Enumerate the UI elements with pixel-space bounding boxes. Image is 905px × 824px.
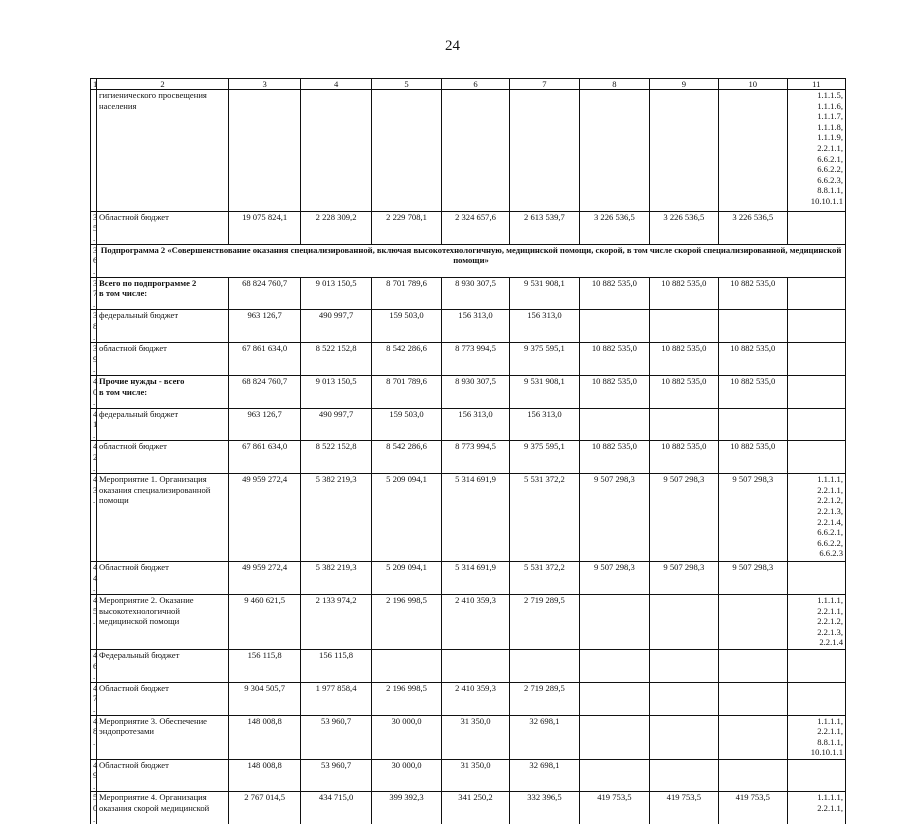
row-number: 41. xyxy=(91,408,97,441)
value-cell: 9 507 298,3 xyxy=(649,474,718,562)
row-name: областной бюджет xyxy=(97,343,229,376)
value-cell: 31 350,0 xyxy=(442,715,509,759)
value-cell: 9 013 150,5 xyxy=(301,375,371,408)
value-cell: 49 959 272,4 xyxy=(228,562,300,595)
row-number: 46. xyxy=(91,650,97,683)
value-cell xyxy=(719,408,787,441)
row-number: 40. xyxy=(91,375,97,408)
value-cell: 9 531 908,1 xyxy=(509,277,579,310)
value-cell: 31 350,0 xyxy=(442,759,509,792)
value-cell: 9 507 298,3 xyxy=(719,474,787,562)
indicator-codes: 1.1.1.1, 2.2.1.1, 8.8.1.1, 10.10.1.1 xyxy=(787,715,845,759)
value-cell xyxy=(719,310,787,343)
value-cell xyxy=(509,650,579,683)
value-cell: 53 960,7 xyxy=(301,759,371,792)
value-cell: 963 126,7 xyxy=(228,408,300,441)
indicator-codes: 1.1.1.1, 2.2.1.1, 2.2.1.2, 2.2.1.3, 2.2.1.4, 6.6.2.1, 6.6.2.2, 6.6.2.3 xyxy=(787,474,845,562)
value-cell: 159 503,0 xyxy=(371,310,441,343)
column-header: 10 xyxy=(719,79,787,90)
indicator-codes xyxy=(787,441,845,474)
value-cell: 156 313,0 xyxy=(509,310,579,343)
value-cell: 9 507 298,3 xyxy=(580,562,649,595)
value-cell: 5 209 094,1 xyxy=(371,562,441,595)
value-cell: 2 767 014,5 xyxy=(228,792,300,824)
column-header: 8 xyxy=(580,79,649,90)
row-number: 44. xyxy=(91,562,97,595)
table-row xyxy=(91,343,846,376)
value-cell: 9 013 150,5 xyxy=(301,277,371,310)
value-cell: 9 375 595,1 xyxy=(509,343,579,376)
table-row xyxy=(91,650,846,683)
column-header: 7 xyxy=(509,79,579,90)
indicator-codes xyxy=(787,212,845,245)
indicator-codes xyxy=(787,343,845,376)
value-cell xyxy=(580,650,649,683)
value-cell: 156 313,0 xyxy=(442,408,509,441)
value-cell: 2 196 998,5 xyxy=(371,682,441,715)
table-row xyxy=(91,375,846,408)
value-cell: 5 209 094,1 xyxy=(371,474,441,562)
value-cell: 148 008,8 xyxy=(228,715,300,759)
row-name: Областной бюджет xyxy=(97,562,229,595)
row-number: 48. xyxy=(91,715,97,759)
column-header: 11 xyxy=(787,79,845,90)
indicator-codes xyxy=(787,759,845,792)
value-cell: 963 126,7 xyxy=(228,310,300,343)
row-number: 37. xyxy=(91,277,97,310)
value-cell xyxy=(649,310,718,343)
table-row xyxy=(91,277,846,310)
value-cell: 9 507 298,3 xyxy=(580,474,649,562)
value-cell xyxy=(649,90,718,212)
value-cell: 3 226 536,5 xyxy=(580,212,649,245)
row-name: Всего по подпрограмме 2 в том числе: xyxy=(97,277,229,310)
value-cell: 10 882 535,0 xyxy=(649,441,718,474)
value-cell xyxy=(649,408,718,441)
value-cell xyxy=(371,650,441,683)
value-cell: 419 753,5 xyxy=(649,792,718,824)
value-cell xyxy=(649,715,718,759)
value-cell: 19 075 824,1 xyxy=(228,212,300,245)
value-cell xyxy=(371,90,441,212)
value-cell: 1 977 858,4 xyxy=(301,682,371,715)
row-name: Прочие нужды - всего в том числе: xyxy=(97,375,229,408)
table-row xyxy=(91,792,846,824)
value-cell xyxy=(580,90,649,212)
value-cell xyxy=(580,408,649,441)
indicator-codes xyxy=(787,408,845,441)
row-number: 42. xyxy=(91,441,97,474)
value-cell: 32 698,1 xyxy=(509,715,579,759)
value-cell: 5 314 691,9 xyxy=(442,474,509,562)
indicator-codes xyxy=(787,375,845,408)
value-cell: 434 715,0 xyxy=(301,792,371,824)
indicator-codes xyxy=(787,682,845,715)
table-row xyxy=(91,310,846,343)
value-cell: 10 882 535,0 xyxy=(580,375,649,408)
page-number: 24 xyxy=(445,38,460,54)
value-cell: 490 997,7 xyxy=(301,408,371,441)
value-cell xyxy=(719,759,787,792)
column-header: 5 xyxy=(371,79,441,90)
value-cell: 2 196 998,5 xyxy=(371,595,441,650)
value-cell: 8 930 307,5 xyxy=(442,375,509,408)
value-cell: 8 522 152,8 xyxy=(301,441,371,474)
row-name: Областной бюджет xyxy=(97,682,229,715)
value-cell: 148 008,8 xyxy=(228,759,300,792)
table-row xyxy=(91,759,846,792)
value-cell xyxy=(719,715,787,759)
value-cell: 67 861 634,0 xyxy=(228,441,300,474)
value-cell: 2 410 359,3 xyxy=(442,682,509,715)
value-cell: 10 882 535,0 xyxy=(580,343,649,376)
row-name: Областной бюджет xyxy=(97,759,229,792)
value-cell: 2 410 359,3 xyxy=(442,595,509,650)
value-cell xyxy=(228,90,300,212)
value-cell: 2 719 289,5 xyxy=(509,595,579,650)
value-cell: 53 960,7 xyxy=(301,715,371,759)
value-cell xyxy=(580,759,649,792)
table-row xyxy=(91,408,846,441)
table-row xyxy=(91,212,846,245)
value-cell: 10 882 535,0 xyxy=(580,277,649,310)
column-header: 9 xyxy=(649,79,718,90)
value-cell: 3 226 536,5 xyxy=(719,212,787,245)
subprogram-row xyxy=(91,244,846,277)
row-name: Мероприятие 3. Обеспечение эндопротезами xyxy=(97,715,229,759)
value-cell: 10 882 535,0 xyxy=(719,441,787,474)
value-cell: 5 314 691,9 xyxy=(442,562,509,595)
row-number: 47. xyxy=(91,682,97,715)
value-cell: 5 531 372,2 xyxy=(509,474,579,562)
value-cell: 156 313,0 xyxy=(509,408,579,441)
row-name: Областной бюджет xyxy=(97,212,229,245)
value-cell: 10 882 535,0 xyxy=(719,277,787,310)
value-cell: 30 000,0 xyxy=(371,759,441,792)
value-cell: 156 115,8 xyxy=(301,650,371,683)
row-name: федеральный бюджет xyxy=(97,310,229,343)
value-cell: 67 861 634,0 xyxy=(228,343,300,376)
column-header: 4 xyxy=(301,79,371,90)
row-number: 43. xyxy=(91,474,97,562)
value-cell: 30 000,0 xyxy=(371,715,441,759)
value-cell: 68 824 760,7 xyxy=(228,277,300,310)
row-number: 35. xyxy=(91,212,97,245)
value-cell: 5 382 219,3 xyxy=(301,562,371,595)
value-cell xyxy=(580,595,649,650)
row-name: федеральный бюджет xyxy=(97,408,229,441)
value-cell: 8 701 789,6 xyxy=(371,277,441,310)
value-cell: 8 522 152,8 xyxy=(301,343,371,376)
value-cell: 8 773 994,5 xyxy=(442,441,509,474)
value-cell xyxy=(719,682,787,715)
value-cell xyxy=(719,650,787,683)
value-cell xyxy=(580,715,649,759)
value-cell: 9 375 595,1 xyxy=(509,441,579,474)
value-cell: 49 959 272,4 xyxy=(228,474,300,562)
row-number: 36. xyxy=(91,244,97,277)
value-cell: 8 542 286,6 xyxy=(371,441,441,474)
table-row xyxy=(91,595,846,650)
value-cell: 32 698,1 xyxy=(509,759,579,792)
value-cell: 3 226 536,5 xyxy=(649,212,718,245)
indicator-codes xyxy=(787,562,845,595)
row-number: 38. xyxy=(91,310,97,343)
value-cell: 5 531 372,2 xyxy=(509,562,579,595)
column-header: 3 xyxy=(228,79,300,90)
subprogram-title: Подпрограмма 2 «Совершенствование оказания специализированной, включая высокотехнологичную, медицинской помощи, скорой, в том числе скорой специализированной, медицинской помощи» xyxy=(97,244,846,277)
value-cell: 68 824 760,7 xyxy=(228,375,300,408)
value-cell: 159 503,0 xyxy=(371,408,441,441)
value-cell: 8 701 789,6 xyxy=(371,375,441,408)
value-cell xyxy=(649,595,718,650)
value-cell: 10 882 535,0 xyxy=(649,277,718,310)
value-cell: 9 507 298,3 xyxy=(719,562,787,595)
value-cell xyxy=(580,310,649,343)
value-cell: 2 229 708,1 xyxy=(371,212,441,245)
header-row xyxy=(91,79,846,90)
value-cell: 9 460 621,5 xyxy=(228,595,300,650)
value-cell: 9 507 298,3 xyxy=(649,562,718,595)
value-cell: 341 250,2 xyxy=(442,792,509,824)
value-cell xyxy=(301,90,371,212)
value-cell: 5 382 219,3 xyxy=(301,474,371,562)
value-cell: 399 392,3 xyxy=(371,792,441,824)
table-row xyxy=(91,682,846,715)
value-cell: 8 930 307,5 xyxy=(442,277,509,310)
row-number: 39. xyxy=(91,343,97,376)
indicator-codes xyxy=(787,650,845,683)
value-cell: 419 753,5 xyxy=(580,792,649,824)
value-cell: 10 882 535,0 xyxy=(649,343,718,376)
table-row xyxy=(91,90,846,212)
value-cell xyxy=(719,595,787,650)
table-row xyxy=(91,715,846,759)
value-cell xyxy=(442,90,509,212)
indicator-codes: 1.1.1.1, 2.2.1.1, 2.2.1.2, 2.2.1.3, 2.2.1.4 xyxy=(787,595,845,650)
value-cell: 156 313,0 xyxy=(442,310,509,343)
value-cell: 490 997,7 xyxy=(301,310,371,343)
value-cell: 10 882 535,0 xyxy=(719,343,787,376)
row-name: Мероприятие 1. Организация оказания специализированной помощи xyxy=(97,474,229,562)
table-row xyxy=(91,562,846,595)
value-cell: 2 719 289,5 xyxy=(509,682,579,715)
value-cell xyxy=(509,90,579,212)
row-name: гигиенического просвещения населения xyxy=(97,90,229,212)
value-cell: 10 882 535,0 xyxy=(649,375,718,408)
value-cell xyxy=(649,650,718,683)
value-cell: 156 115,8 xyxy=(228,650,300,683)
value-cell: 10 882 535,0 xyxy=(719,375,787,408)
value-cell: 419 753,5 xyxy=(719,792,787,824)
column-header: 1 xyxy=(91,79,97,90)
value-cell xyxy=(649,759,718,792)
value-cell: 2 324 657,6 xyxy=(442,212,509,245)
value-cell: 9 304 505,7 xyxy=(228,682,300,715)
value-cell: 2 613 539,7 xyxy=(509,212,579,245)
table-row xyxy=(91,441,846,474)
row-name: Мероприятие 4. Организация оказания скорой медицинской xyxy=(97,792,229,824)
row-number: 49. xyxy=(91,759,97,792)
value-cell xyxy=(719,90,787,212)
value-cell: 2 228 309,2 xyxy=(301,212,371,245)
row-number: 45. xyxy=(91,595,97,650)
row-name: Мероприятие 2. Оказание высокотехнологичной медицинской помощи xyxy=(97,595,229,650)
indicator-codes: 1.1.1.1, 2.2.1.1, xyxy=(787,792,845,824)
value-cell: 2 133 974,2 xyxy=(301,595,371,650)
value-cell: 332 396,5 xyxy=(509,792,579,824)
indicator-codes xyxy=(787,310,845,343)
row-name: Федеральный бюджет xyxy=(97,650,229,683)
column-header: 2 xyxy=(97,79,229,90)
row-name: областной бюджет xyxy=(97,441,229,474)
value-cell: 8 773 994,5 xyxy=(442,343,509,376)
budget-table xyxy=(90,78,846,824)
row-number: 50. xyxy=(91,792,97,824)
value-cell: 8 542 286,6 xyxy=(371,343,441,376)
value-cell xyxy=(580,682,649,715)
value-cell: 9 531 908,1 xyxy=(509,375,579,408)
value-cell xyxy=(442,650,509,683)
column-header: 6 xyxy=(442,79,509,90)
table-row xyxy=(91,474,846,562)
indicator-codes: 1.1.1.5, 1.1.1.6, 1.1.1.7, 1.1.1.8, 1.1.1.9, 2.2.1.1, 6.6.2.1, 6.6.2.2, 6.6.2.3, 8.8.1.1, 10.10.1.1 xyxy=(787,90,845,212)
indicator-codes xyxy=(787,277,845,310)
value-cell: 10 882 535,0 xyxy=(580,441,649,474)
value-cell xyxy=(649,682,718,715)
